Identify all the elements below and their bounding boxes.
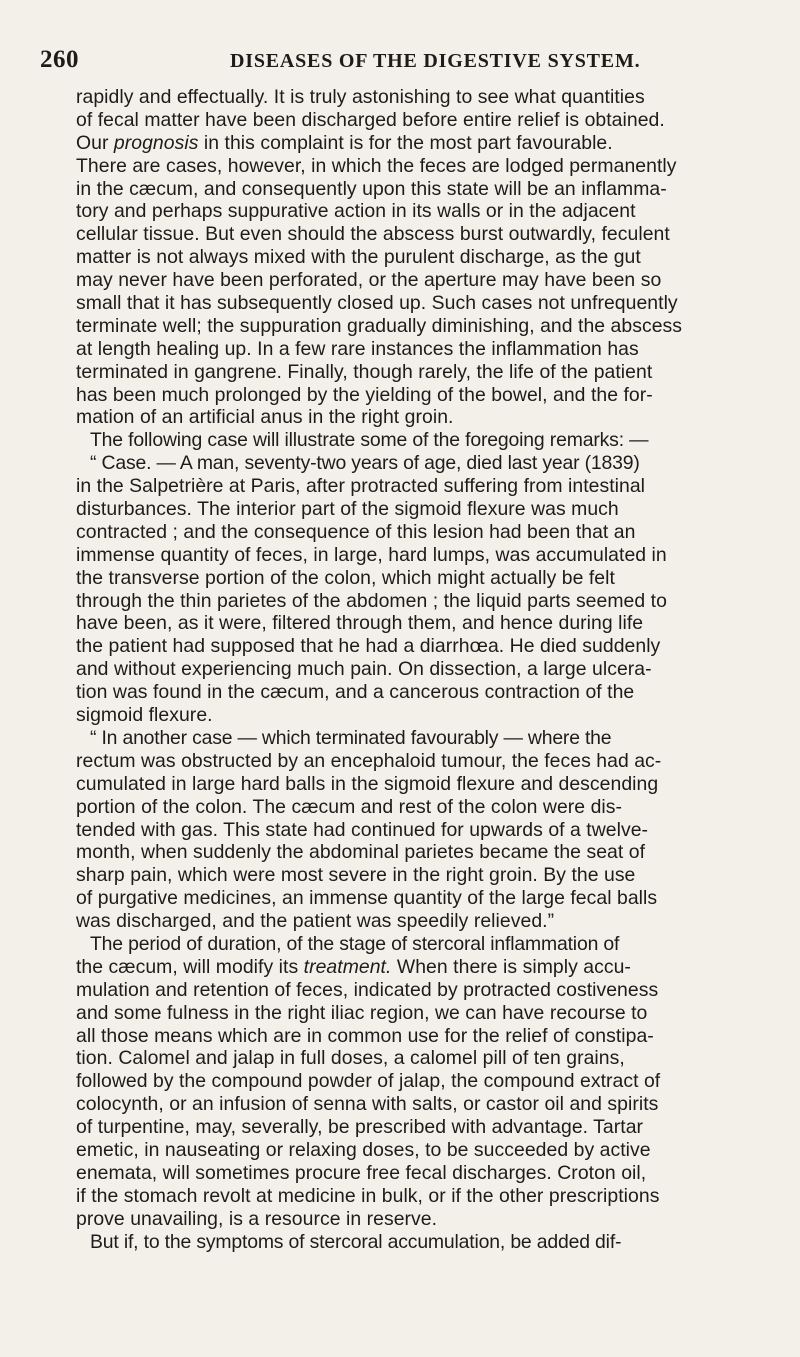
text-line: disturbances. The interior part of the sigmoid flexure was much	[76, 498, 619, 521]
text-line: “ Case. — A man, seventy-two years of age, died last year (1839)	[90, 452, 640, 475]
text-line: and without experiencing much pain. On dissection, a large ulcera-	[76, 658, 652, 681]
text-line: But if, to the symptoms of stercoral accumulation, be added dif-	[90, 1230, 622, 1253]
text-line: if the stomach revolt at medicine in bulk, or if the other prescriptions	[76, 1184, 660, 1207]
text-line: immense quantity of feces, in large, hard lumps, was accumulated in	[76, 543, 667, 566]
text-line: “ In another case — which terminated favourably — where the	[90, 726, 612, 749]
text-line: sharp pain, which were most severe in the right groin. By the use	[76, 864, 636, 887]
body-text	[76, 86, 786, 1253]
text-line: of turpentine, may, severally, be prescribed with advantage. Tartar	[76, 1116, 644, 1139]
text-line: in the cæcum, and consequently upon this state will be an inflamma-	[76, 177, 667, 200]
text-line: cellular tissue. But even should the abscess burst outwardly, feculent	[76, 223, 670, 246]
text-line: rapidly and effectually. It is truly astonishing to see what quantities	[76, 86, 645, 108]
text-line: portion of the colon. The cæcum and rest of the colon were dis-	[76, 795, 623, 818]
text-line: of fecal matter have been discharged before entire relief is obtained.	[76, 108, 665, 131]
text-line: enemata, will sometimes procure free fecal discharges. Croton oil,	[76, 1161, 647, 1184]
text-line: mulation and retention of feces, indicated by protracted costiveness	[76, 978, 659, 1001]
text-line: and some fulness in the right iliac region, we can have recourse to	[76, 1001, 648, 1024]
text-line: sigmoid flexure.	[76, 704, 213, 727]
italic-term: prognosis	[113, 131, 199, 154]
text-line: The following case will illustrate some of the foregoing remarks: —	[90, 429, 649, 452]
text-line: through the thin parietes of the abdomen ; the liquid parts seemed to	[76, 589, 667, 612]
text-line: emetic, in nauseating or relaxing doses, to be succeeded by active	[76, 1138, 651, 1161]
text-line: followed by the compound powder of jalap, the compound extract of	[76, 1070, 661, 1093]
running-title: DISEASES OF THE DIGESTIVE SYSTEM.	[230, 50, 641, 72]
text-segment: the cæcum, will modify its	[76, 955, 304, 978]
text-line: have been, as it were, filtered through them, and hence during life	[76, 612, 644, 635]
text-line: contracted ; and the consequence of this lesion had been that an	[76, 520, 636, 543]
text-line: colocynth, or an infusion of senna with salts, or castor oil and spirits	[76, 1093, 659, 1116]
text-line: terminate well; the suppuration gradually diminishing, and the abscess	[76, 314, 683, 337]
text-line: tion was found in the cæcum, and a cancerous contraction of the	[76, 681, 635, 704]
text-line: the transverse portion of the colon, which might actually be felt	[76, 566, 615, 589]
text-line: rectum was obstructed by an encephaloid tumour, the feces had ac-	[76, 749, 662, 772]
text-segment: When there is simply accu-	[391, 955, 631, 978]
text-line: was discharged, and the patient was speedily relieved.”	[76, 910, 555, 933]
italic-term: treatment.	[303, 955, 392, 978]
text-segment: in this complaint is for the most part favourable.	[198, 131, 613, 154]
text-line: prove unavailing, is a resource in reserve.	[76, 1207, 438, 1230]
text-line: has been much prolonged by the yielding of the bowel, and the for-	[76, 383, 653, 406]
text-line: at length healing up. In a few rare instances the inflammation has	[76, 337, 639, 360]
text-line: small that it has subsequently closed up. Such cases not unfrequently	[76, 292, 678, 315]
text-segment: Our	[76, 131, 114, 154]
text-line: month, when suddenly the abdominal parietes became the seat of	[76, 841, 646, 864]
text-line: all those means which are in common use for the relief of constipa-	[76, 1024, 654, 1047]
text-line: tory and perhaps suppurative action in its walls or in the adjacent	[76, 200, 636, 223]
text-line: of purgative medicines, an immense quantity of the large fecal balls	[76, 887, 658, 910]
text-line: There are cases, however, in which the feces are lodged permanently	[76, 154, 677, 177]
text-line: tended with gas. This state had continued for upwards of a twelve-	[76, 818, 649, 841]
text-line: tion. Calomel and jalap in full doses, a calomel pill of ten grains,	[76, 1047, 625, 1070]
text-line: The period of duration, of the stage of stercoral inflammation of	[90, 932, 620, 955]
text-line: in the Salpetrière at Paris, after protracted suffering from intestinal	[76, 475, 646, 498]
text-line: the patient had supposed that he had a diarrhœa. He died suddenly	[76, 635, 661, 658]
text-line: matter is not always mixed with the purulent discharge, as the gut	[76, 246, 641, 269]
page-number: 260	[40, 46, 79, 73]
text-line	[76, 132, 786, 155]
text-line: may never have been perforated, or the aperture may have been so	[76, 269, 662, 292]
text-line	[76, 956, 786, 979]
running-head	[40, 46, 740, 76]
text-line: cumulated in large hard balls in the sigmoid flexure and descending	[76, 772, 659, 795]
text-line: mation of an artificial anus in the right groin.	[76, 406, 454, 429]
text-line: terminated in gangrene. Finally, though rarely, the life of the patient	[76, 360, 653, 383]
